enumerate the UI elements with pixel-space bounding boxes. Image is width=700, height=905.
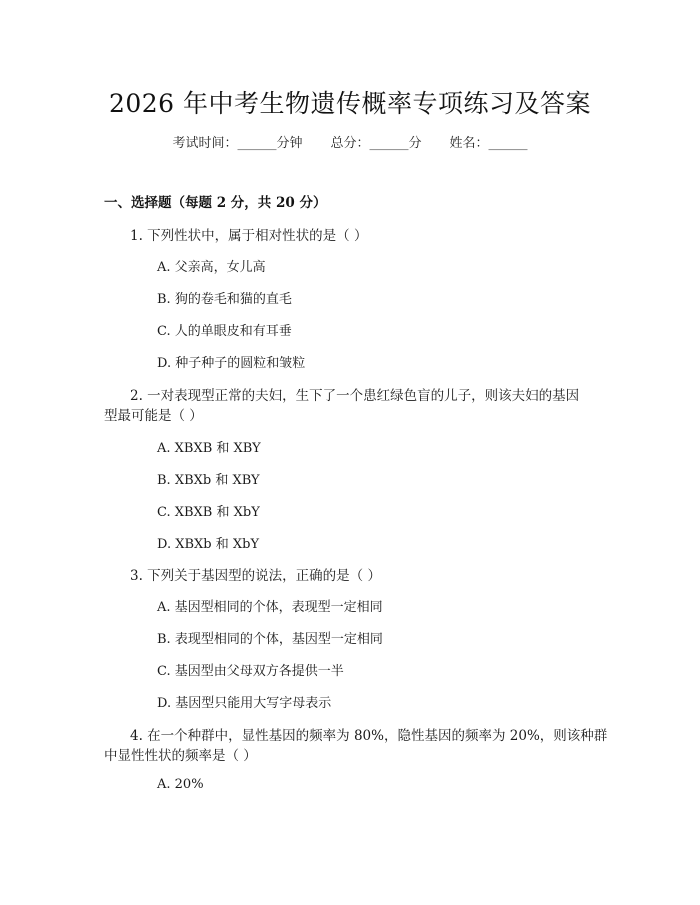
exam-score: 总分：______分 — [330, 136, 422, 151]
question-2-continued: 型最可能是（ ） — [104, 408, 203, 424]
page-title: 2026 年中考生物遗传概率专项练习及答案 — [108, 89, 592, 118]
question-1-option-d: D. 种子种子的圆粒和皱粒 — [157, 356, 306, 371]
question-2-option-a: A. XBXB 和 XBY — [157, 441, 261, 456]
question-3: 3. 下列关于基因型的说法，正确的是（ ） — [130, 568, 381, 584]
question-1-option-b: B. 狗的卷毛和猫的直毛 — [157, 292, 292, 307]
question-1-option-a: A. 父亲高，女儿高 — [157, 260, 266, 275]
exam-time: 考试时间：______分钟 — [172, 136, 303, 151]
question-3-option-c: C. 基因型由父母双方各提供一半 — [157, 664, 344, 679]
question-2: 2. 一对表现型正常的夫妇，生下了一个患红绿色盲的儿子，则该夫妇的基因 — [130, 388, 580, 404]
question-1: 1. 下列性状中，属于相对性状的是（ ） — [130, 228, 368, 244]
question-2-option-b: B. XBXb 和 XBY — [157, 473, 260, 488]
section-heading: 一、选择题（每题 2 分，共 20 分） — [104, 195, 327, 211]
question-3-option-b: B. 表现型相同的个体，基因型一定相同 — [157, 632, 383, 647]
question-2-option-c: C. XBXB 和 XbY — [157, 505, 260, 520]
question-2-option-d: D. XBXb 和 XbY — [157, 537, 260, 552]
question-4-continued: 中显性性状的频率是（ ） — [104, 748, 257, 764]
question-3-option-a: A. 基因型相同的个体，表现型一定相同 — [157, 600, 383, 615]
question-3-option-d: D. 基因型只能用大写字母表示 — [157, 696, 332, 711]
student-name: 姓名：______ — [449, 136, 528, 151]
question-4: 4. 在一个种群中，显性基因的频率为 80%，隐性基因的频率为 20%，则该种群 — [130, 728, 608, 744]
exam-meta — [0, 132, 700, 151]
question-1-option-c: C. 人的单眼皮和有耳垂 — [157, 324, 292, 339]
question-4-option-a: A. 20% — [157, 777, 204, 792]
